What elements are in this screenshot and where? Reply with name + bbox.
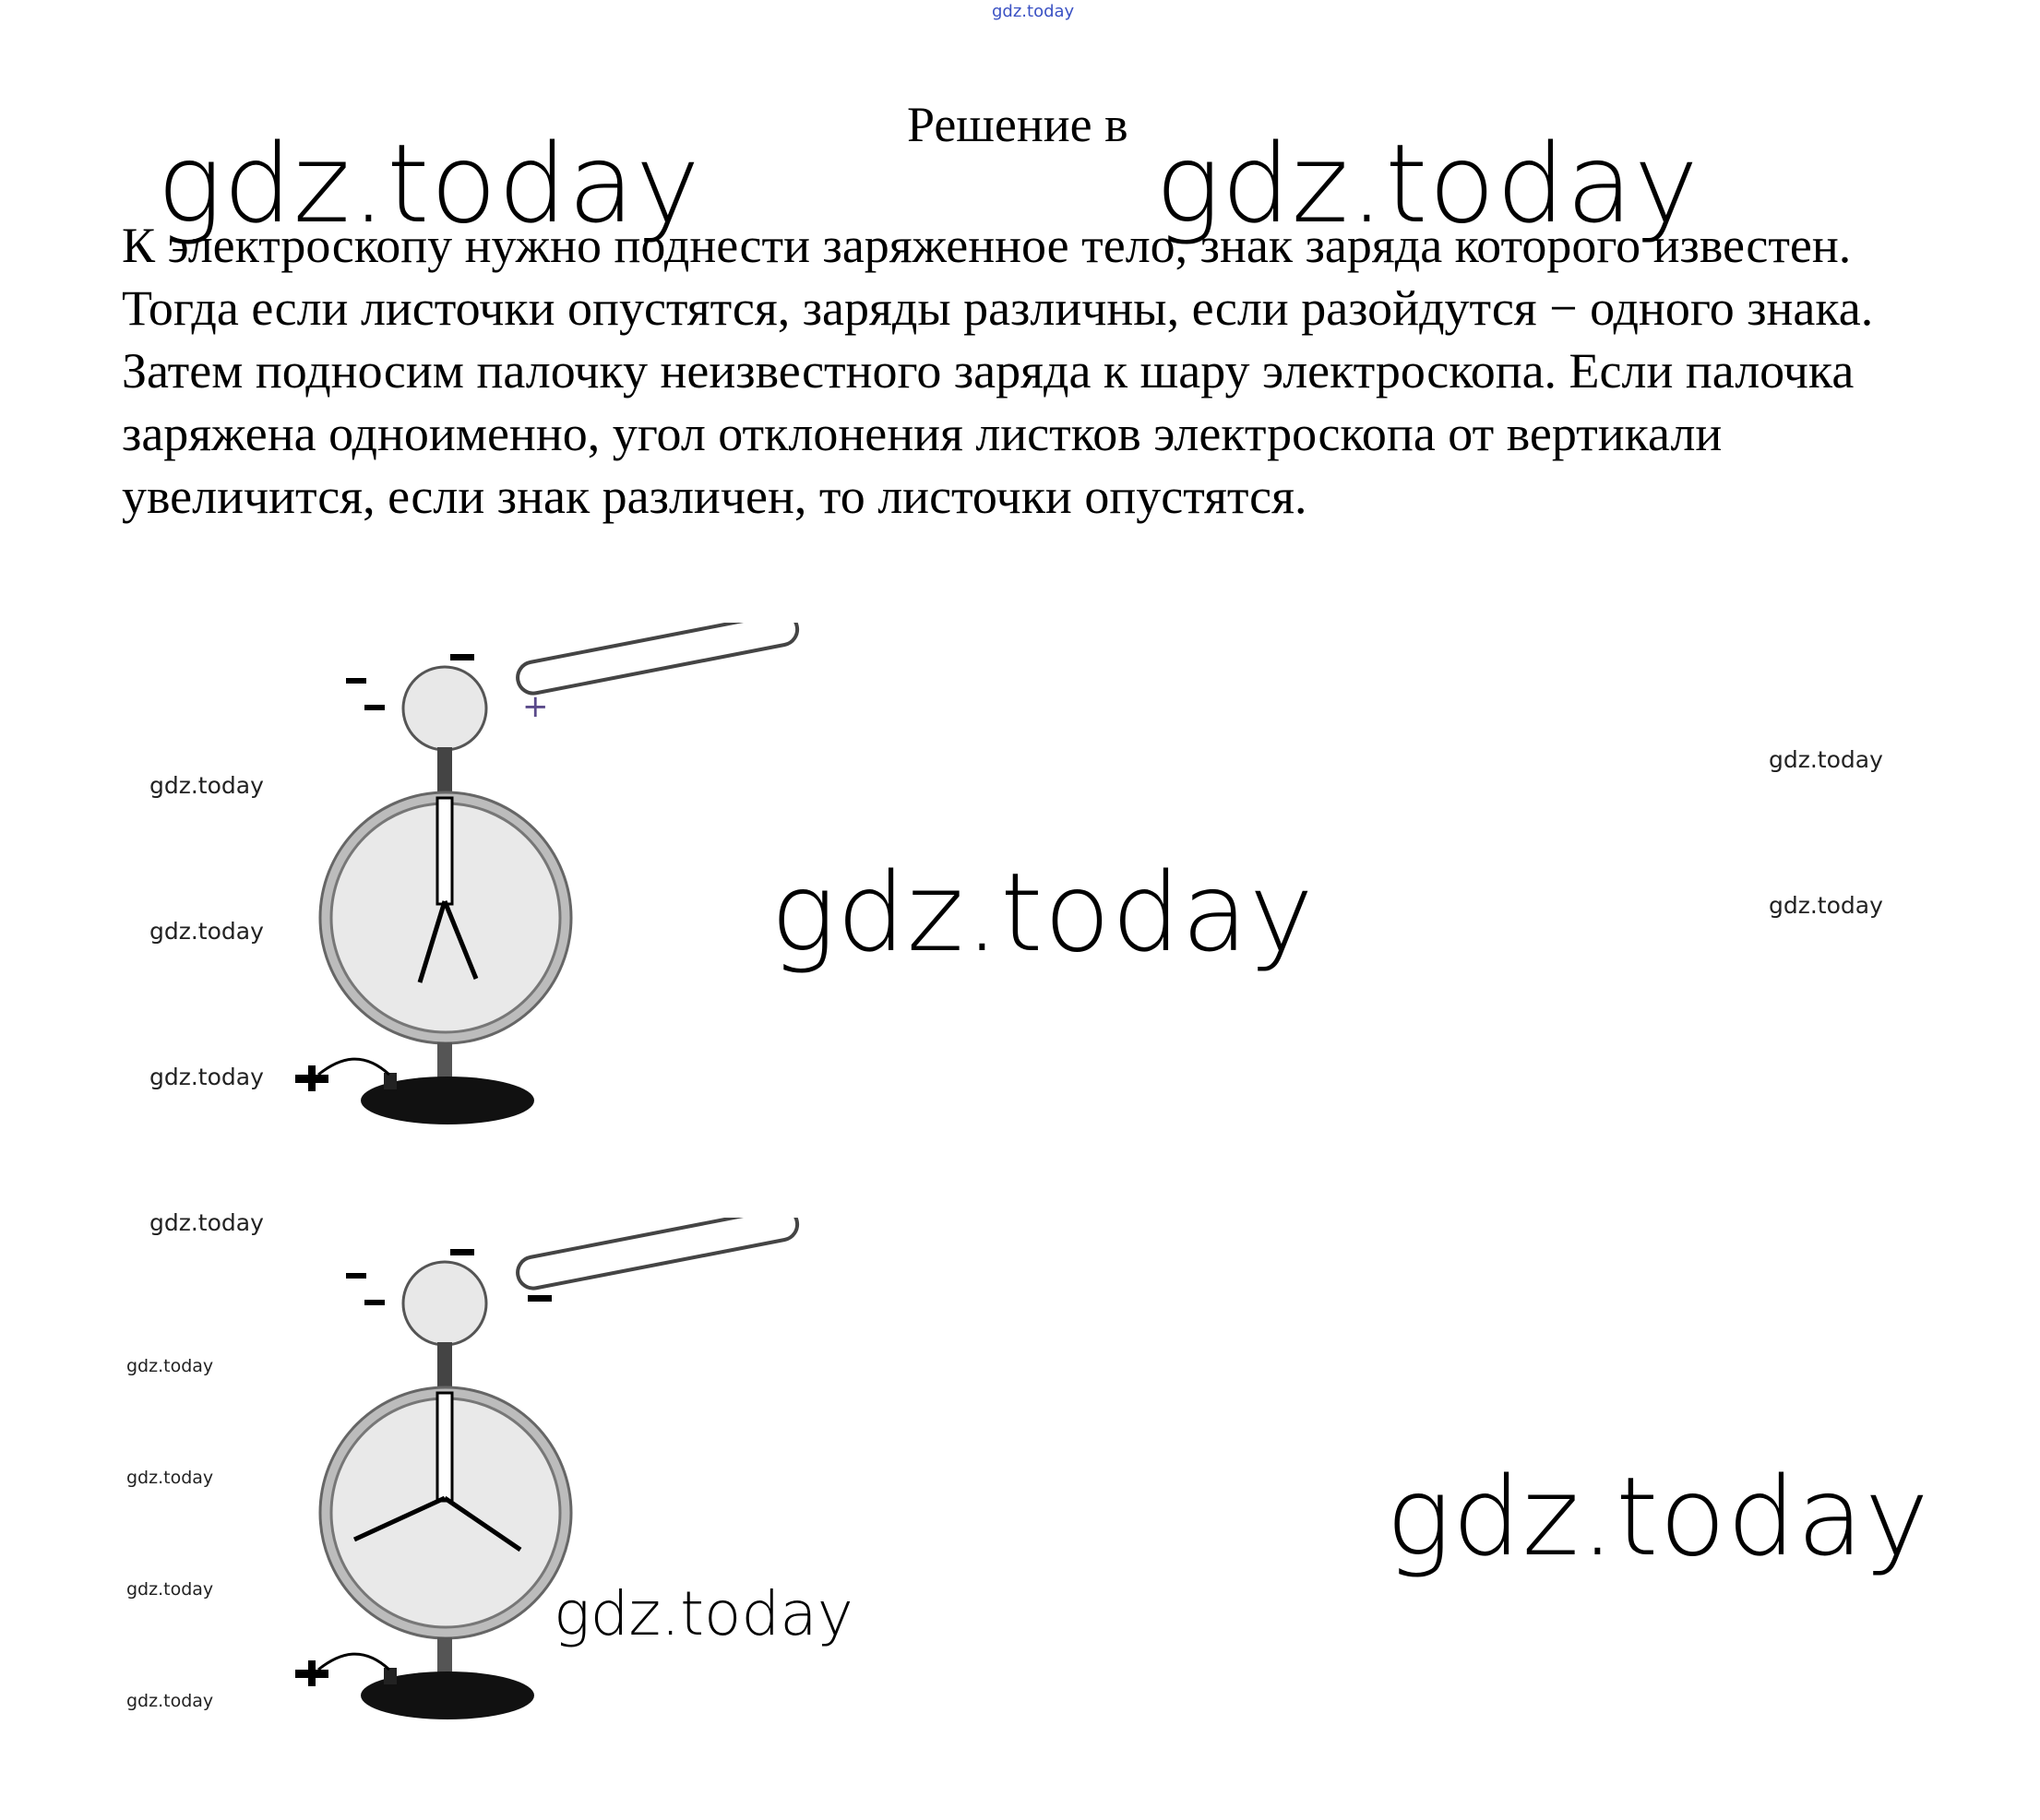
watermark-large-left: gdz.today <box>157 120 701 247</box>
watermark-small: gdz.today <box>149 772 264 799</box>
ground-wire <box>318 1654 389 1670</box>
electroscope-sphere <box>403 1262 486 1345</box>
sphere-charge-mark <box>364 705 385 710</box>
sphere-charge-mark <box>450 654 474 660</box>
electroscope-figure-1 <box>268 623 821 1139</box>
watermark-lower-right: gdz.today <box>1386 1453 1930 1580</box>
charged-rod <box>515 1218 800 1291</box>
solution-paragraph: К электроскопу нужно поднести заряженное тело, знак заряда которого известен. Тогда если листочки опустятся, заряды различны, если разойдутся − одного знака. Затем подносим палочку неизвестного заряда к шару электроскопа. Если палочка заряжена одноименно, угол отклонения листков электроскопа от вертикали увеличится, если знак различен, то листочки опустятся. <box>122 218 1874 524</box>
watermark-tiny: gdz.today <box>126 1356 214 1376</box>
watermark-top: gdz.today <box>992 2 1075 21</box>
watermark-large-right: gdz.today <box>1155 120 1700 247</box>
page-title: Решение в <box>907 97 1128 152</box>
watermark-small: gdz.today <box>149 1064 264 1090</box>
watermark-center: gdz.today <box>770 849 1315 976</box>
sphere-charge-mark <box>346 678 366 684</box>
ground-wire <box>318 1059 389 1075</box>
charged-rod <box>515 623 800 696</box>
watermark-tiny: gdz.today <box>126 1579 214 1600</box>
electroscope-sphere <box>403 667 486 750</box>
electroscope-diagram-1 <box>268 623 821 1139</box>
rod-charge-mark: + <box>522 688 549 725</box>
watermark-lower-mid: gdz.today <box>554 1578 853 1649</box>
sphere-charge-mark <box>346 1273 366 1279</box>
rod-charge-mark <box>528 1295 552 1302</box>
watermark-small: gdz.today <box>149 1209 264 1236</box>
watermark-tiny: gdz.today <box>126 1691 214 1711</box>
electroscope-diagram-2 <box>268 1218 821 1734</box>
watermark-small: gdz.today <box>1769 892 1883 919</box>
watermark-small: gdz.today <box>1769 746 1883 773</box>
watermark-small: gdz.today <box>149 918 264 945</box>
watermark-tiny: gdz.today <box>126 1468 214 1488</box>
electroscope-figure-2 <box>268 1218 821 1734</box>
sphere-charge-mark <box>364 1300 385 1305</box>
sphere-charge-mark <box>450 1249 474 1255</box>
